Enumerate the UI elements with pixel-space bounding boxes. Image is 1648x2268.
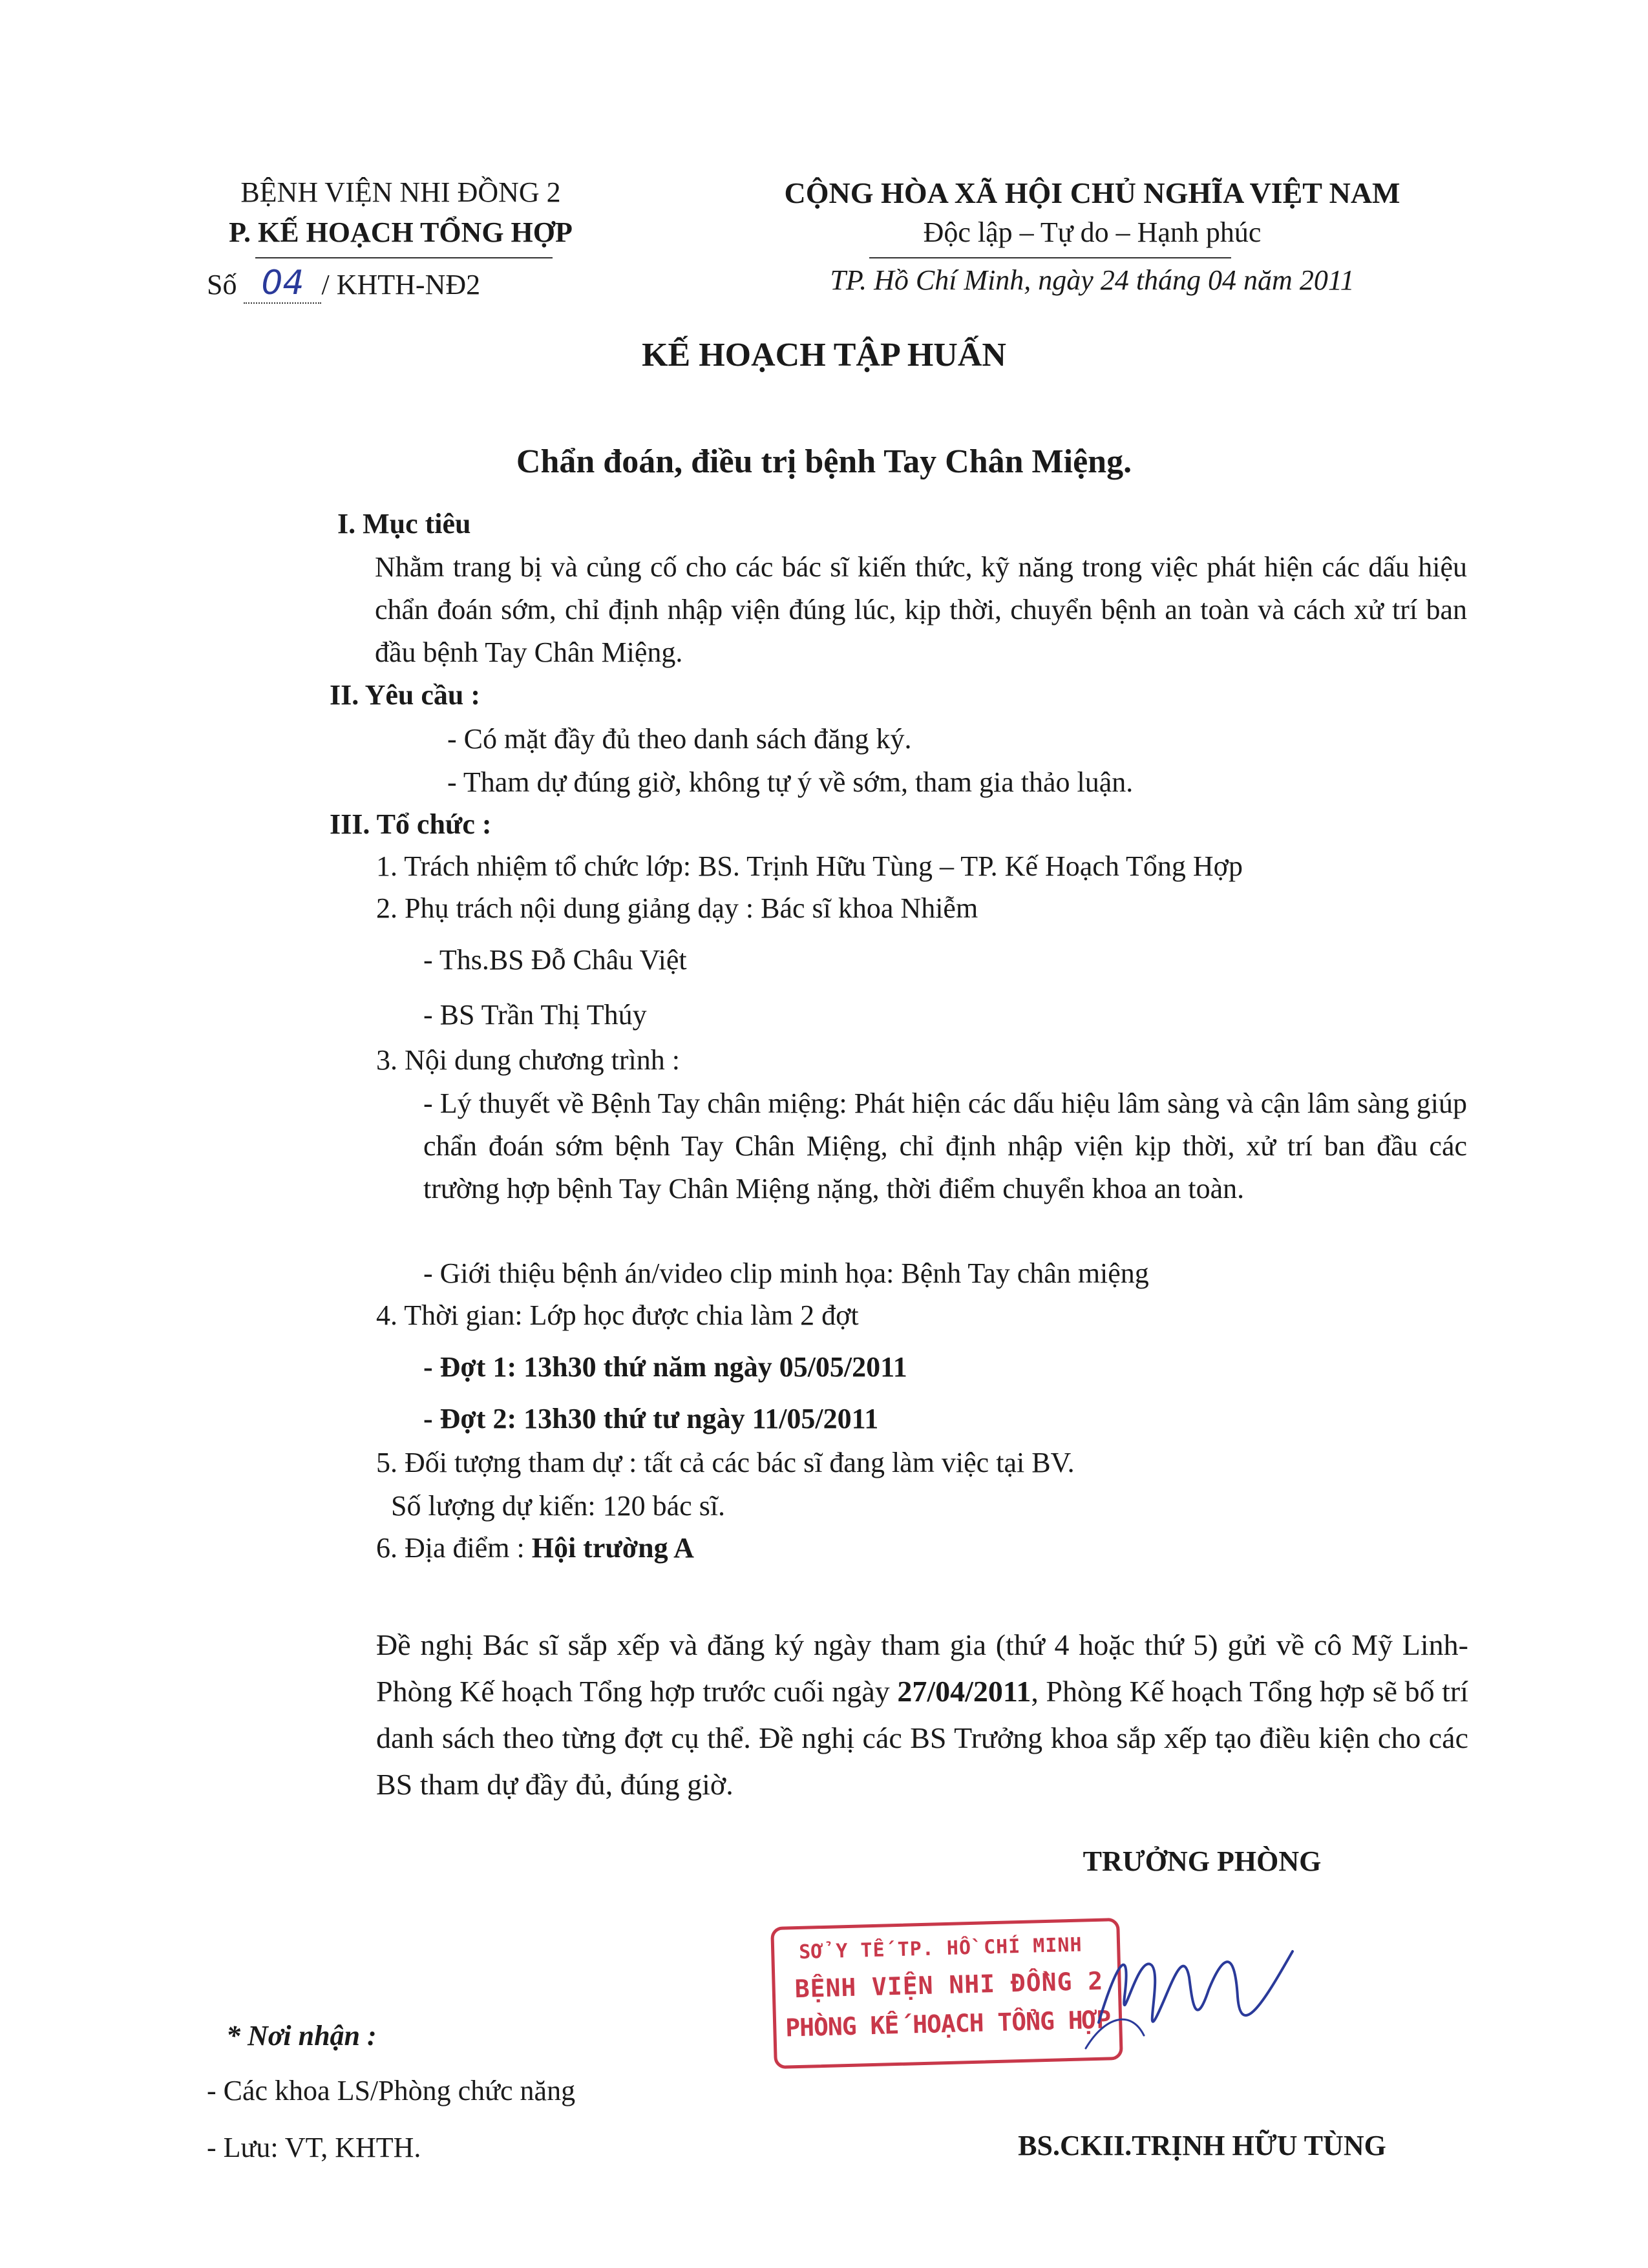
department-name: P. KẾ HOẠCH TỔNG HỢP: [229, 216, 573, 248]
org-item-4: 4. Thời gian: Lớp học được chia làm 2 đợt: [376, 1299, 859, 1331]
header-left-rule: [255, 257, 553, 258]
republic-name: CỘNG HÒA XÃ HỘI CHỦ NGHĨA VIỆT NAM: [784, 176, 1400, 209]
batch-2: - Đợt 2: 13h30 thứ tư ngày 11/05/2011: [423, 1403, 879, 1434]
number-handwritten: 04: [261, 264, 304, 302]
batch-1: - Đợt 1: 13h30 thứ năm ngày 05/05/2011: [423, 1351, 907, 1383]
section-1-heading: I. Mục tiêu: [337, 508, 471, 540]
section-1-text: Nhằm trang bị và củng cố cho các bác sĩ kiến thức, kỹ năng trong việc phát hiện các dấu hiệu chẩn đoán sớm, chỉ định nhập viện đúng lúc, kịp thời, chuyển bệnh an toàn và cách xử trí ban đầu bệnh Tay Chân Miệng.: [375, 551, 1467, 668]
header-right-rule: [869, 257, 1231, 258]
stamp-line-2: BỆNH VIỆN NHI ĐỒNG 2: [794, 1966, 1104, 2004]
stamp-line-1: SỞ Y TẾ TP. HỒ CHÍ MINH: [798, 1933, 1083, 1964]
requirement-1: - Có mặt đầy đủ theo danh sách đăng ký.: [447, 723, 912, 755]
expected-attendance: Số lượng dự kiến: 120 bác sĩ.: [391, 1490, 726, 1522]
org-item-3: 3. Nội dung chương trình :: [376, 1044, 680, 1076]
org-item-1: 1. Trách nhiệm tổ chức lớp: BS. Trịnh Hữu Tùng – TP. Kế Hoạch Tổng Hợp: [376, 850, 1243, 882]
hospital-name: BỆNH VIỆN NHI ĐỒNG 2: [240, 176, 561, 208]
teacher-2: - BS Trần Thị Thúy: [423, 999, 647, 1031]
venue-label: 6. Địa điểm :: [376, 1532, 532, 1564]
closing-paragraph: [376, 1622, 1468, 1808]
document-title: KẾ HOẠCH TẬP HUẤN: [642, 337, 1006, 373]
signer-title: TRƯỞNG PHÒNG: [1083, 1845, 1322, 1877]
venue-value: Hội trường A: [531, 1532, 694, 1564]
closing-deadline: 27/04/2011: [897, 1675, 1031, 1708]
number-suffix: / KHTH-NĐ2: [321, 269, 481, 300]
org-item-6: [376, 1531, 694, 1564]
recipients-heading: * Nơi nhận :: [226, 2020, 377, 2052]
recipient-1: - Các khoa LS/Phòng chức năng: [207, 2075, 576, 2106]
handwritten-signature: [1060, 1919, 1305, 2074]
closing-text-2: , Phòng Kế hoạch Tổng hợp sẽ bố trí danh sách theo từng đợt cụ thể. Đề nghị các BS Trưởng khoa sắp xếp tạo điều kiện cho các BS tham dự đầy đủ, đúng giờ.: [376, 1675, 1468, 1801]
closing-text-1: Đề nghị Bác sĩ sắp xếp và đăng ký ngày tham gia (thứ 4 hoặc thứ 5) gửi về cô Mỹ Linh- Phòng Kế hoạch Tổng hợp trước cuối ngày: [376, 1628, 1468, 1708]
document-subtitle: Chẩn đoán, điều trị bệnh Tay Chân Miệng.: [516, 443, 1132, 480]
org-item-5: 5. Đối tượng tham dự : tất cả các bác sĩ đang làm việc tại BV.: [376, 1447, 1075, 1478]
section-2-heading: II. Yêu cầu :: [330, 679, 481, 711]
document-number: [207, 264, 480, 304]
org-item-2: 2. Phụ trách nội dung giảng dạy : Bác sĩ khoa Nhiễm: [376, 892, 978, 924]
recipient-2: - Lưu: VT, KHTH.: [207, 2132, 421, 2163]
place-and-date: TP. Hồ Chí Minh, ngày 24 tháng 04 năm 2011: [830, 264, 1355, 296]
stamp-line-3: PHÒNG KẾ HOẠCH TỔNG HỢP: [785, 2005, 1111, 2042]
section-3-heading: III. Tổ chức :: [330, 808, 492, 840]
program-content-1: - Lý thuyết về Bệnh Tay chân miệng: Phát hiện các dấu hiệu lâm sàng và cận lâm sàng giúp chẩn đoán sớm bệnh Tay Chân Miệng, chỉ định nhập viện kịp thời, xử trí ban đầu các trường hợp bệnh Tay Chân Miệng nặng, thời điểm chuyển khoa an toàn.: [423, 1087, 1467, 1204]
number-prefix: Số: [207, 269, 237, 300]
teacher-1: - Ths.BS Đỗ Châu Việt: [423, 944, 687, 976]
signer-name: BS.CKII.TRỊNH HỮU TÙNG: [1018, 2130, 1386, 2161]
national-motto: Độc lập – Tự do – Hạnh phúc: [923, 216, 1262, 248]
requirement-2: - Tham dự đúng giờ, không tự ý về sớm, tham gia thảo luận.: [447, 766, 1134, 798]
program-content-2: - Giới thiệu bệnh án/video clip minh họa: Bệnh Tay chân miệng: [423, 1257, 1149, 1289]
